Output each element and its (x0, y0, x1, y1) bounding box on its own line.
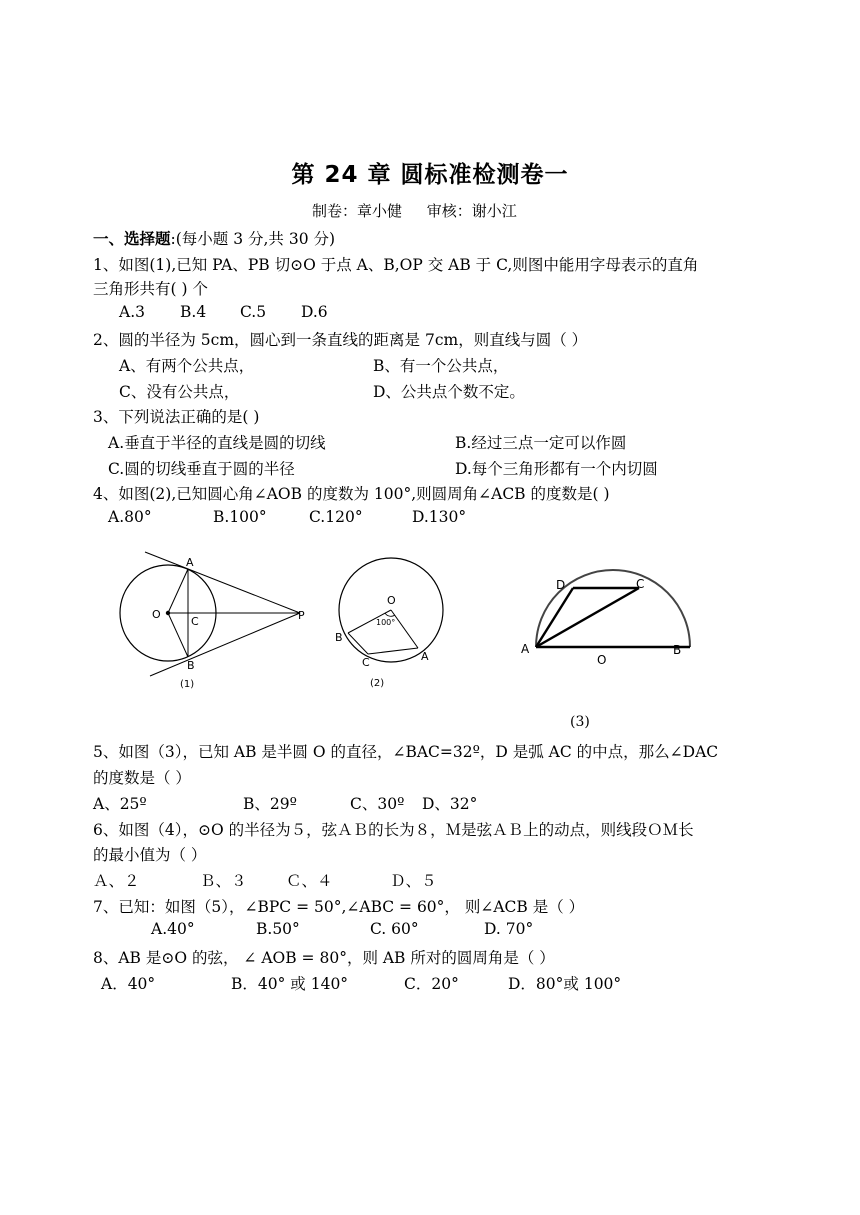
authors-line (312, 200, 537, 221)
q5-option-a: A、25º (93, 795, 147, 813)
figure-1 (110, 548, 320, 693)
fig1-label-b: B (187, 659, 195, 672)
q1-option-d: D.6 (301, 303, 328, 321)
q2-option-d: D、公共点个数不定。 (373, 383, 525, 401)
q5-option-c: C、30º (350, 795, 405, 813)
q4-option-d: D.130° (412, 508, 467, 526)
q1-option-b: B.4 (180, 303, 207, 321)
reviewer: 审核：谢小江 (426, 202, 517, 220)
q5-stem: 5、如图（3），已知 AB 是半圆 O 的直径，∠BAC=32º，D 是弧 AC 的中点，那么∠DAC (93, 743, 719, 761)
fig1-label-c: C (191, 615, 199, 628)
q2-option-b: B、有一个公共点， (373, 357, 509, 375)
q8-option-d: D．80°或 100° (508, 975, 622, 993)
q7-stem: 7、已知：如图（5），∠BPC = 50°,∠ABC = 60°， 则∠ACB 是（ ） (93, 898, 585, 916)
section-heading (93, 227, 335, 249)
fig2-angle: 100° (376, 618, 396, 627)
q8-option-a: A．40° (101, 975, 156, 993)
q6-option-a: Ａ、２ (93, 872, 140, 890)
q5-option-b: B、29º (243, 795, 297, 813)
q1-stem-2: 三角形共有( ) 个 (93, 280, 208, 298)
fig3-caption: (3) (570, 714, 590, 730)
fig2-label-a: A (421, 650, 429, 663)
page-title: 第 24 章 圆标准检测卷一 (291, 162, 569, 188)
q7-option-d: D. 70° (484, 920, 534, 938)
fig3-label-b: B (673, 643, 682, 657)
section-note: :(每小题 3 分,共 30 分) (170, 230, 336, 248)
q6-option-d: Ｄ、５ (390, 872, 437, 890)
q1-option-c: C.5 (240, 303, 267, 321)
q4-option-b: B.100° (213, 508, 267, 526)
q7-option-c: C. 60° (370, 920, 419, 938)
q2-stem: 2、圆的半径为 5cm，圆心到一条直线的距离是 7cm，则直线与圆（ ） (93, 331, 588, 349)
fig2-label-c: C (362, 656, 370, 669)
q6-option-b: Ｂ、３ (200, 872, 247, 890)
q8-stem: 8、AB 是⊙O 的弦， ∠ AOB = 80°，则 AB 所对的圆周角是（ ） (93, 949, 555, 967)
q3-option-d: D.每个三角形都有一个内切圆 (455, 460, 658, 478)
fig2-label-b: B (335, 631, 343, 644)
q4-option-c: C.120° (309, 508, 363, 526)
fig3-label-a: A (521, 642, 530, 656)
fig1-label-a: A (186, 556, 194, 569)
q1-option-a: A.3 (119, 303, 145, 321)
maker: 制卷：章小健 (312, 202, 403, 220)
q2-option-a: A、有两个公共点， (119, 357, 255, 375)
q5-stem-2: 的度数是（ ） (93, 769, 191, 787)
q2-option-c: C、没有公共点， (119, 383, 240, 401)
q6-stem-2: 的最小值为（ ） (93, 846, 207, 864)
fig2-label-o: O (387, 594, 396, 607)
fig1-label-o: O (152, 608, 161, 621)
fig1-caption: (1) (180, 679, 195, 690)
fig2-caption: (2) (370, 678, 385, 689)
q4-option-a: A.80° (108, 508, 152, 526)
q6-stem: 6、如图（4），⊙O 的半径为５，弦ＡＢ的长为８，Ｍ是弦ＡＢ上的动点，则线段ＯＭ长 (93, 821, 694, 839)
q7-option-a: A.40° (151, 920, 195, 938)
fig3-label-c: C (636, 577, 645, 591)
fig3-label-o: O (597, 653, 607, 667)
q6-option-c: Ｃ、４ (286, 872, 333, 890)
q5-option-d: D、32° (422, 795, 478, 813)
q7-option-b: B.50° (256, 920, 300, 938)
q3-stem: 3、下列说法正确的是( ) (93, 408, 260, 426)
figure-3 (515, 568, 695, 668)
fig1-label-p: P (298, 609, 305, 622)
q3-option-b: B.经过三点一定可以作圆 (455, 434, 627, 452)
q1-stem: 1、如图(1),已知 PA、PB 切⊙O 于点 A、B,OP 交 AB 于 C,则图中能用字母表示的直角 (93, 256, 699, 274)
q8-option-b: B．40° 或 140° (231, 975, 349, 993)
fig3-label-d: D (556, 578, 566, 592)
q4-stem: 4、如图(2),已知圆心角∠AOB 的度数为 100°,则圆周角∠ACB 的度数是( ) (93, 485, 610, 503)
q3-option-a: A.垂直于半径的直线是圆的切线 (108, 434, 326, 452)
section-title: 一、选择题 (93, 229, 171, 248)
figure-2 (330, 552, 450, 692)
q3-option-c: C.圆的切线垂直于圆的半径 (108, 460, 295, 478)
q8-option-c: C．20° (404, 975, 459, 993)
